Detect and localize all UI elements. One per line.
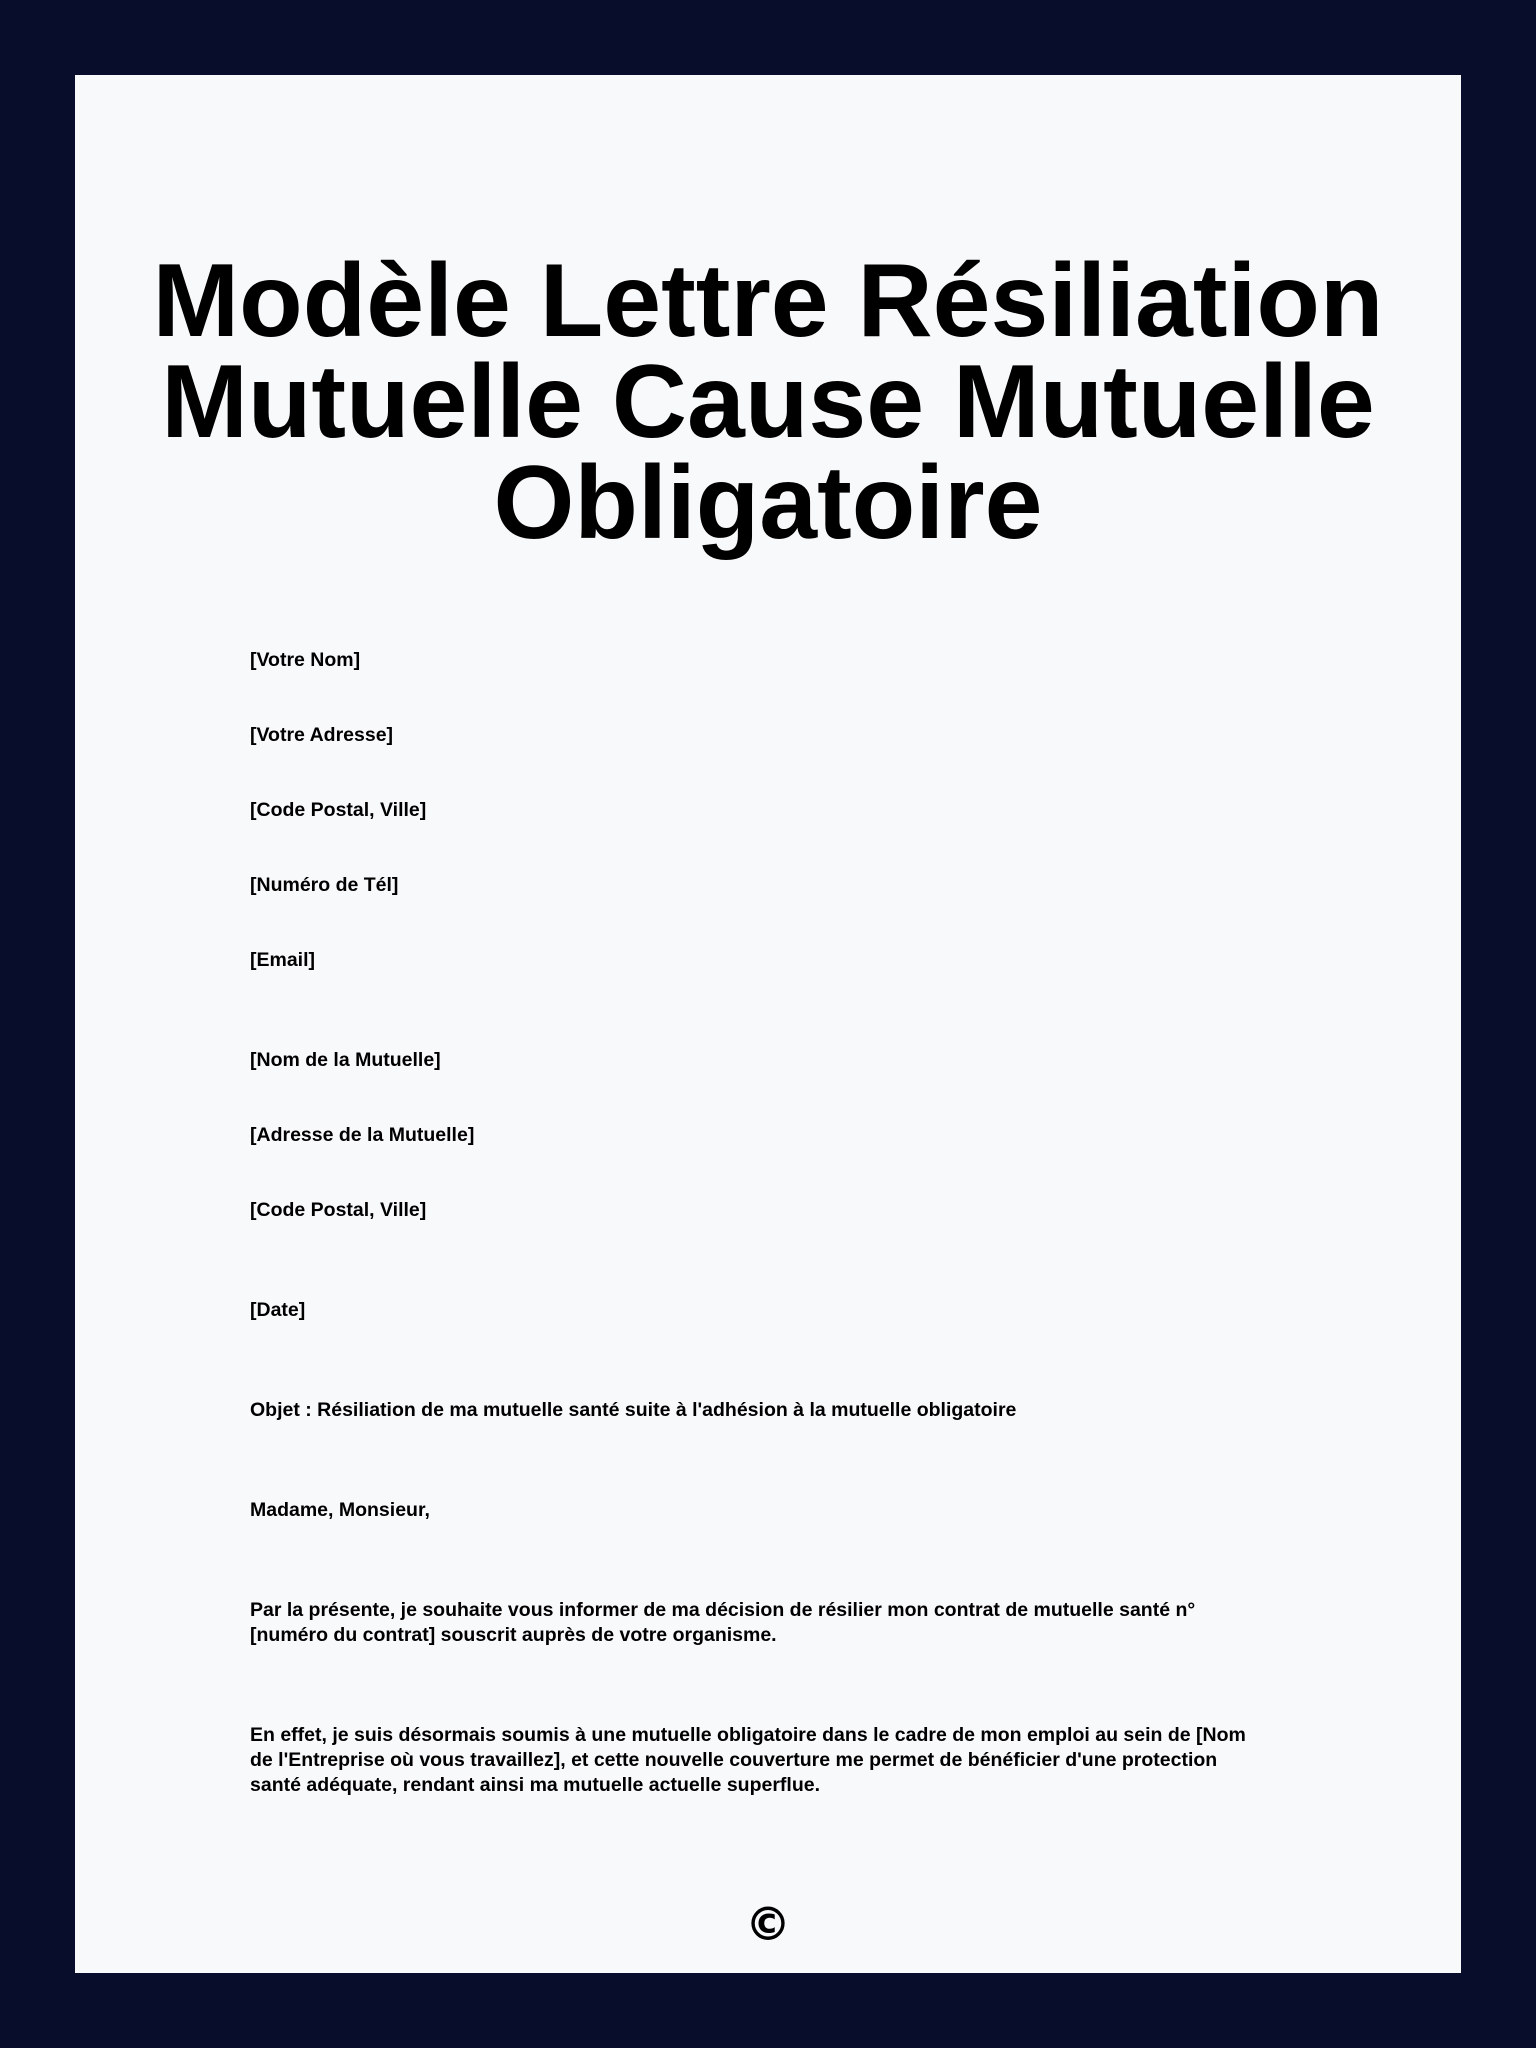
sender-email: [Email] — [250, 949, 316, 971]
letter-date: [Date] — [250, 1299, 306, 1321]
body-paragraph-2 — [250, 1723, 1330, 1798]
sender-name: [Votre Nom] — [250, 649, 361, 671]
paragraph-2-line-1: En effet, je suis désormais soumis à une mutuelle obligatoire dans le cadre de mon emploi au sein de [Nom — [250, 1724, 1246, 1746]
paragraph-2-line-2: de l'Entreprise où vous travaillez], et cette nouvelle couverture me permet de bénéficier d'une protection — [250, 1749, 1218, 1771]
recipient-postal-city: [Code Postal, Ville] — [250, 1199, 427, 1221]
paragraph-1-line-1: Par la présente, je souhaite vous informer de ma décision de résilier mon contrat de mutuelle santé n° — [250, 1599, 1196, 1621]
paragraph-1-line-2: [numéro du contrat] souscrit auprès de votre organisme. — [250, 1624, 777, 1646]
salutation: Madame, Monsieur, — [250, 1499, 430, 1521]
title-line-3: Obligatoire — [493, 445, 1043, 561]
paragraph-2-line-3: santé adéquate, rendant ainsi ma mutuelle actuelle superflue. — [250, 1774, 821, 1796]
title-line-2: Mutuelle Cause Mutuelle — [161, 344, 1375, 460]
recipient-address: [Adresse de la Mutuelle] — [250, 1124, 475, 1146]
sender-address: [Votre Adresse] — [250, 724, 394, 746]
page-title — [75, 243, 1461, 561]
copyright-icon: © — [745, 1897, 791, 1951]
recipient-name: [Nom de la Mutuelle] — [250, 1049, 441, 1071]
sender-phone: [Numéro de Tél] — [250, 874, 399, 896]
sender-postal-city: [Code Postal, Ville] — [250, 799, 427, 821]
title-line-1: Modèle Lettre Résiliation — [152, 243, 1384, 359]
letter-subject: Objet : Résiliation de ma mutuelle santé suite à l'adhésion à la mutuelle obligatoire — [250, 1399, 1017, 1421]
body-paragraph-1 — [250, 1598, 1330, 1648]
letter-page — [75, 75, 1461, 1973]
